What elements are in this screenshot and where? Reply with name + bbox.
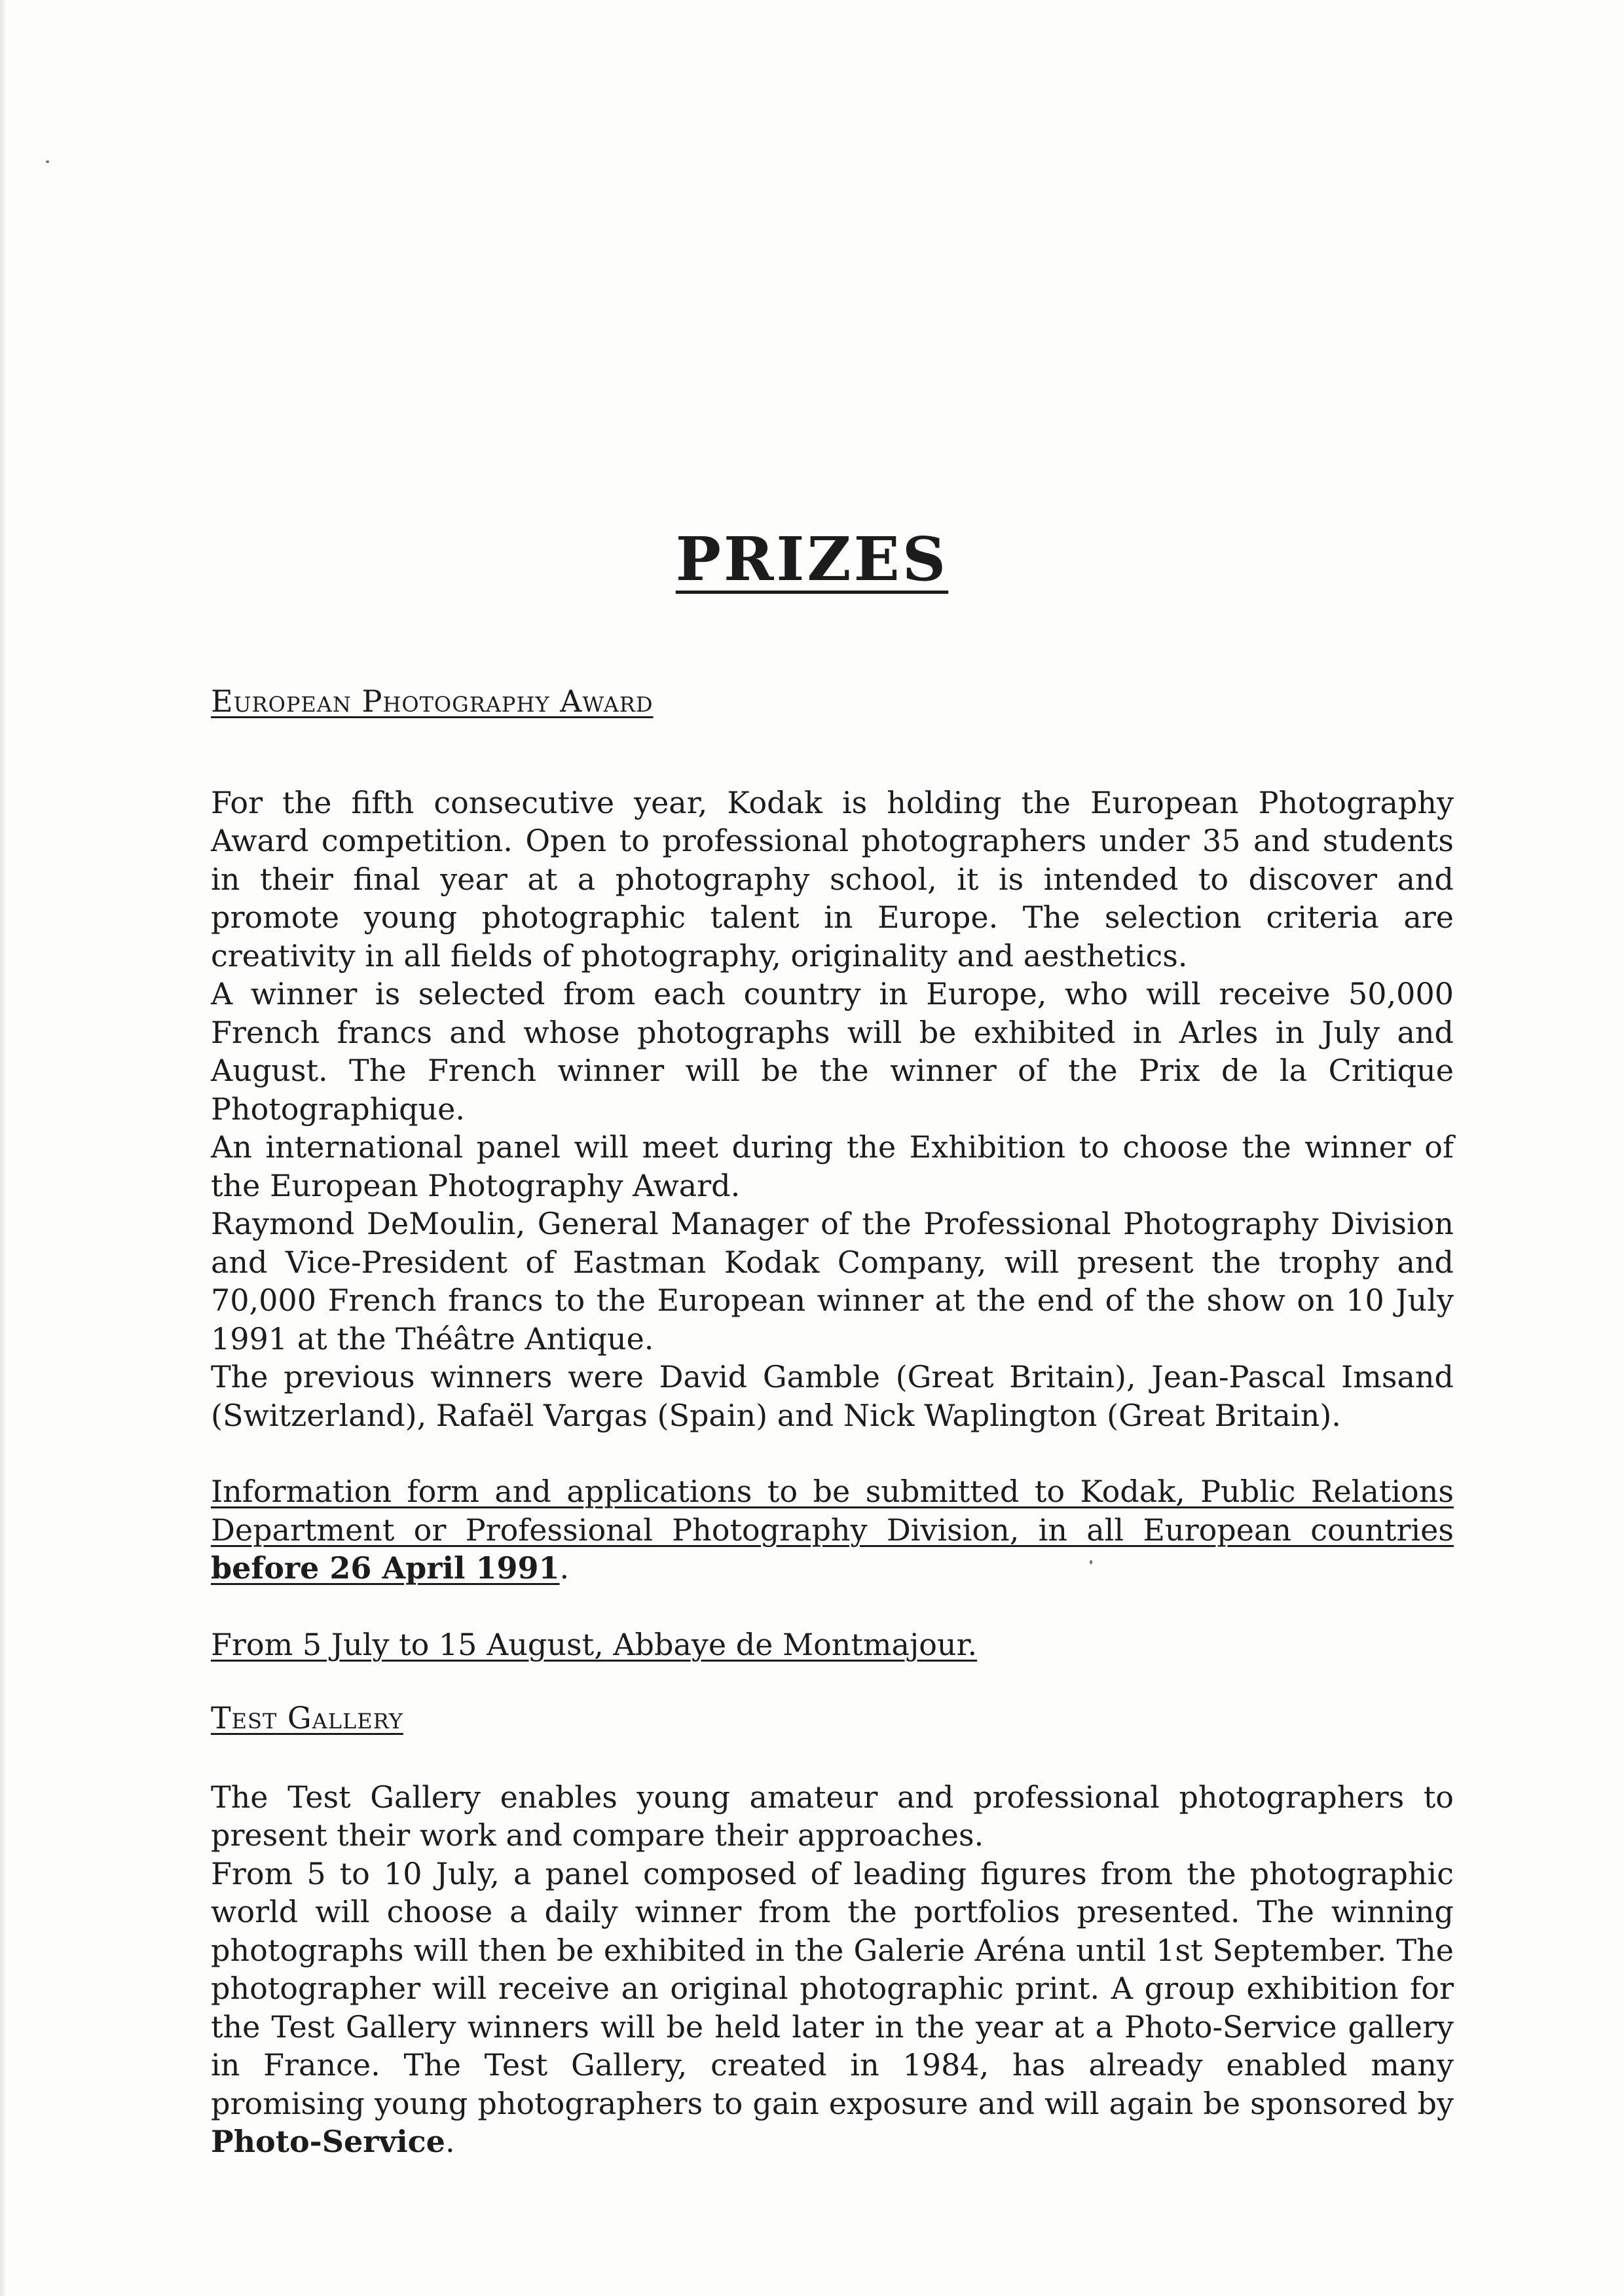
paragraph: Raymond DeMoulin, General Manager of the Professional Photography Division and Vice-President of Eastman Kodak Company, will present the trophy and 70,000 French francs to the European winner at the end of the show on 10 July 1991 at the Théâtre Antique. — [211, 1206, 1454, 1357]
paragraph: For the fifth consecutive year, Kodak is holding the European Photography Award competition. Open to professional photographers under 35 and students in their final year at a photography school, it is intended to discover and promote young photographic talent in Europe. The selection criteria are creativity in all fields of photography, originality and aesthetics. — [211, 784, 1454, 974]
page-edge — [0, 0, 7, 2296]
submission-notice — [211, 1472, 1454, 1588]
paragraph: The previous winners were David Gamble (Great Britain), Jean-Pascal Imsand (Switzerland), Rafaël Vargas (Spain) and Nick Waplington (Great Britain). — [211, 1359, 1454, 1433]
page-title — [0, 524, 1624, 594]
sponsor-name: Photo-Service — [211, 2124, 445, 2159]
paragraph: A winner is selected from each country in Europe, who will receive 50,000 French francs and whose photographs will be exhibited in Arles in July and August. The French winner will be the winner of the Prix de la Critique Photographique. — [211, 976, 1454, 1127]
section-heading-european-award: European Photography Award — [211, 683, 654, 719]
paragraph-end: . — [445, 2124, 455, 2159]
submission-deadline: before 26 April 1991 — [211, 1550, 560, 1586]
paragraph — [211, 1855, 1454, 2161]
exhibition-dates-text: From 5 July to 15 August, Abbaye de Montmajour. — [211, 1626, 978, 1662]
paragraph-text: From 5 to 10 July, a panel composed of leading figures from the photographic world will choose a daily winner from the portfolios presented. The winning photographs will then be exhibited in the Galerie Aréna until 1st September. The photographer will receive an original photographic print. A group exhibition for the Test Gallery winners will be held later in the year at a Photo-Service gallery in France. The Test Gallery, created in 1984, has already enabled many promising young photographers to gain exposure and will again be sponsored by — [211, 1855, 1454, 2121]
paragraph: The Test Gallery enables young amateur and professional photographers to present their work and compare their approaches. — [211, 1779, 1454, 1853]
page-title-text: PRIZES — [675, 524, 949, 594]
submission-notice-end: . — [559, 1550, 570, 1586]
exhibition-dates — [211, 1626, 1454, 1664]
submission-notice-text: Information form and applications to be submitted to Kodak, Public Relations Department or Professional Photography Division, in all European countries — [211, 1474, 1454, 1548]
scan-speck — [46, 160, 49, 163]
section-heading-test-gallery: Test Gallery — [211, 1700, 403, 1736]
paragraph: An international panel will meet during the Exhibition to choose the winner of the European Photography Award. — [211, 1129, 1454, 1203]
document-body — [211, 682, 1454, 2161]
